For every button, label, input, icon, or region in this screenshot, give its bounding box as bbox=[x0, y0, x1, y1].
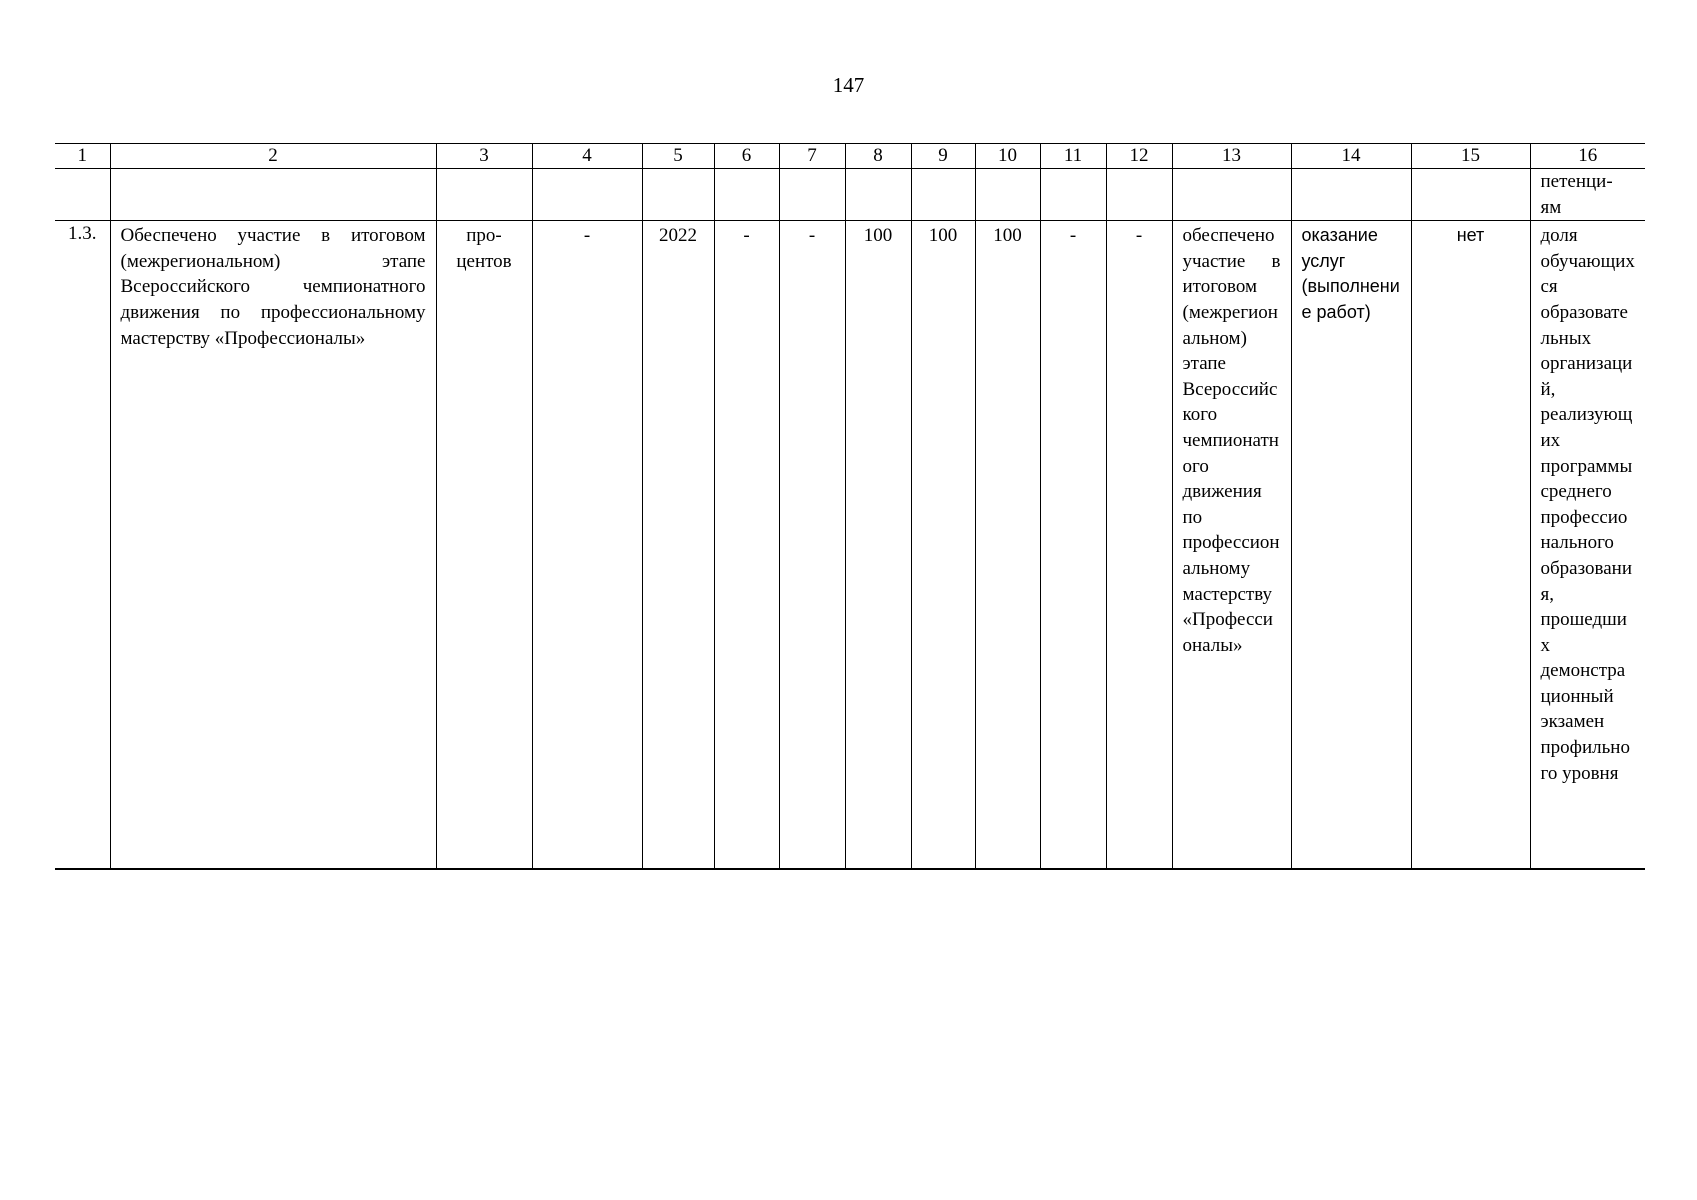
table-row bbox=[55, 221, 1645, 870]
column-number: 11 bbox=[1040, 144, 1106, 169]
column-number: 13 bbox=[1172, 144, 1291, 169]
cell-col10: 100 bbox=[975, 221, 1040, 870]
column-number: 9 bbox=[911, 144, 975, 169]
column-number: 10 bbox=[975, 144, 1040, 169]
cell-col8: 100 bbox=[845, 221, 911, 870]
column-number: 8 bbox=[845, 144, 911, 169]
cell-col9: 100 bbox=[911, 221, 975, 870]
row-number-cell: 1.3. bbox=[55, 221, 110, 870]
description-cell: Обеспечено участие в итоговом (межрегиональном) этапе Всероссийского чемпионатного движения по профессиональному мастерству «Профессионалы» bbox=[110, 221, 436, 870]
column-number: 3 bbox=[436, 144, 532, 169]
indicator-cell: доля обучающихся образовательных организаций, реализующих программы среднего профессионального образования, прошедших демонстрационный экзамен профильного уровня bbox=[1530, 221, 1645, 870]
column-number: 4 bbox=[532, 144, 642, 169]
column-number: 14 bbox=[1291, 144, 1411, 169]
unit-cell: про- центов bbox=[436, 221, 532, 870]
continuation-row bbox=[55, 169, 1645, 221]
column-number: 6 bbox=[714, 144, 779, 169]
column-number: 7 bbox=[779, 144, 845, 169]
cell-col5: 2022 bbox=[642, 221, 714, 870]
column-number: 2 bbox=[110, 144, 436, 169]
service-type-cell: оказание услуг (выполнение работ) bbox=[1291, 221, 1411, 870]
cell-col6: - bbox=[714, 221, 779, 870]
cell-col12: - bbox=[1106, 221, 1172, 870]
indicators-table bbox=[55, 143, 1645, 870]
page-number: 147 bbox=[832, 73, 865, 97]
cell-col7: - bbox=[779, 221, 845, 870]
column-number: 16 bbox=[1530, 144, 1645, 169]
result-description-cell: обеспечено участие в итоговом (межрегиональном) этапе Всероссийского чемпионатного движения по профессиональному мастерству «Профессионалы» bbox=[1172, 221, 1291, 870]
column-number: 12 bbox=[1106, 144, 1172, 169]
column-number: 1 bbox=[55, 144, 110, 169]
continuation-cell-col16: петенци- ям bbox=[1530, 169, 1645, 221]
cell-col4: - bbox=[532, 221, 642, 870]
column-number: 5 bbox=[642, 144, 714, 169]
cell-col11: - bbox=[1040, 221, 1106, 870]
column-number-row bbox=[55, 144, 1645, 169]
cell-col15: нет bbox=[1411, 221, 1530, 870]
column-number: 15 bbox=[1411, 144, 1530, 169]
